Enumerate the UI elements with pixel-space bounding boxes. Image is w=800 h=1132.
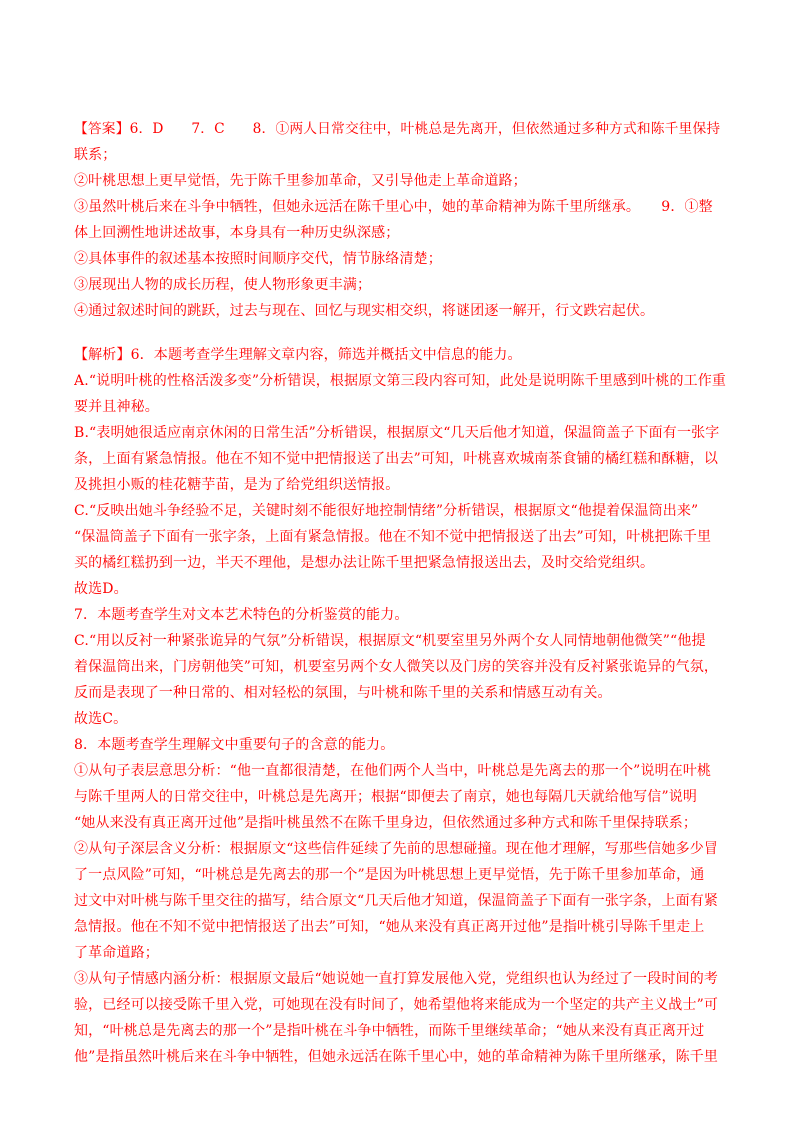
analysis-line-8: “保温筒盖子下面有一张字条，上面有紧急情报。他在不知不觉中把情报送了出去”可知，叶桃把陈千里 <box>74 529 712 545</box>
analysis-section <box>74 342 726 1070</box>
analysis-line-11: 7．本题考查学生对文本艺术特色的分析鉴赏的能力。 <box>74 607 409 623</box>
analysis-line-12: C.“用以反衬一种紧张诡异的气氛”分析错误，根据原文“机要室里另外两个女人同情地朝他微笑”“他提 <box>74 633 706 649</box>
analysis-line-17: ①从句子表层意思分析：“他一直都很清楚，在他们两个人当中，叶桃总是先离去的那一个”说明在叶桃 <box>74 763 712 779</box>
analysis-line-9: 买的橘红糕扔到一边，半天不理他，是想办法让陈千里把紧急情报送出去，及时交给党组织。 <box>74 555 655 571</box>
analysis-line-28: 他”是指虽然叶桃后来在斗争中牺牲，但她永远活在陈千里心中，她的革命精神为陈千里所继承，陈千里 <box>74 1049 719 1065</box>
analysis-line-27: 知，“叶桃总是先离去的那一个”是指叶桃在斗争中牺牲，而陈千里继续革命；“她从来没有真正离开过 <box>74 1023 705 1039</box>
analysis-line-24: 了革命道路； <box>74 945 159 961</box>
analysis-line-26: 验，已经可以接受陈千里入党，可她现在没有时间了，她希望他将来能成为一个坚定的共产主义战士”可 <box>74 997 719 1013</box>
answer-line-6: ②具体事件的叙述基本按照时间顺序交代，情节脉络清楚； <box>74 251 442 267</box>
analysis-line-18: 与陈千里两人的日常交往中，叶桃总是先离开；根据“即便去了南京，她也每隔几天就给他写信”说明 <box>74 789 698 805</box>
analysis-line-7: C.“反映出她斗争经验不足，关键时刻不能很好地控制情绪”分析错误，根据原文“他提着保温筒出来” <box>74 503 699 519</box>
section-spacer <box>74 324 726 342</box>
analysis-line-25: ③从句子情感内涵分析：根据原文最后“她说她一直打算发展他入党，党组织也认为经过了一段时间的考 <box>74 971 719 987</box>
analysis-line-20: ②从句子深层含义分析：根据原文“这些信件延续了先前的思想碰撞。现在他才理解，写那些信她多少冒 <box>74 841 719 857</box>
analysis-line-14: 反而是表现了一种日常的、相对轻松的氛围，与叶桃和陈千里的关系和情感互动有关。 <box>74 685 612 701</box>
answer-section <box>74 116 726 324</box>
answer-line-3: ②叶桃思想上更早觉悟，先于陈千里参加革命，又引导他走上革命道路； <box>74 173 527 189</box>
analysis-line-21: 了一点风险”可知，“叶桃总是先离去的那一个”是因为叶桃思想上更早觉悟，先于陈千里参加革命，通 <box>74 867 705 883</box>
analysis-line-13: 着保温筒出来，门房朝他笑”可知，机要室另两个女人微笑以及门房的笑容并没有反衬紧张诡异的气氛， <box>74 659 719 675</box>
analysis-line-1: 【解析】6．本题考查学生理解文章内容，筛选并概括文中信息的能力。 <box>74 347 522 363</box>
analysis-line-4: B.“表明她很适应南京休闲的日常生活”分析错误，根据原文“几天后他才知道，保温筒盖子下面有一张字 <box>74 425 720 441</box>
answer-line-5: 体上回溯性地讲述故事，本身具有一种历史纵深感； <box>74 225 400 241</box>
answer-line-2: 联系； <box>74 147 117 163</box>
answer-line-1: 【答案】6．D 7．C 8．①两人日常交往中，叶桃总是先离开，但依然通过多种方式和陈千里保持 <box>74 121 721 137</box>
analysis-line-19: “她从来没有真正离开过他”是指叶桃虽然不在陈千里身边，但依然通过多种方式和陈千里保持联系； <box>74 815 698 831</box>
analysis-line-6: 及挑担小贩的桂花糖芋苗，是为了给党组织送情报。 <box>74 477 400 493</box>
analysis-line-10: 故选D。 <box>74 581 128 597</box>
answer-line-4: ③虽然叶桃后来在斗争中牺牲，但她永远活在陈千里心中，她的革命精神为陈千里所继承。 9．①整 <box>74 199 713 215</box>
analysis-line-23: 急情报。他在不知不觉中把情报送了出去”可知，“她从来没有真正离开过他”是指叶桃引导陈千里走上 <box>74 919 705 935</box>
analysis-line-5: 条，上面有紧急情报。他在不知不觉中把情报送了出去”可知，叶桃喜欢城南茶食铺的橘红糕和酥糖，以 <box>74 451 719 467</box>
analysis-line-16: 8．本题考查学生理解文中重要句子的含意的能力。 <box>74 737 395 753</box>
analysis-line-22: 过文中对叶桃与陈千里交往的描写，结合原文“几天后他才知道，保温筒盖子下面有一张字条，上面有紧 <box>74 893 719 909</box>
document-page <box>74 116 726 1070</box>
analysis-line-3: 要并且神秘。 <box>74 399 159 415</box>
answer-line-8: ④通过叙述时间的跳跃，过去与现在、回忆与现实相交织，将谜团逐一解开，行文跌宕起伏。 <box>74 303 655 319</box>
analysis-line-2: A.“说明叶桃的性格活泼多变”分析错误，根据原文第三段内容可知，此处是说明陈千里感到叶桃的工作重 <box>74 373 726 389</box>
answer-line-7: ③展现出人物的成长历程，使人物形象更丰满； <box>74 277 372 293</box>
analysis-line-15: 故选C。 <box>74 711 128 727</box>
